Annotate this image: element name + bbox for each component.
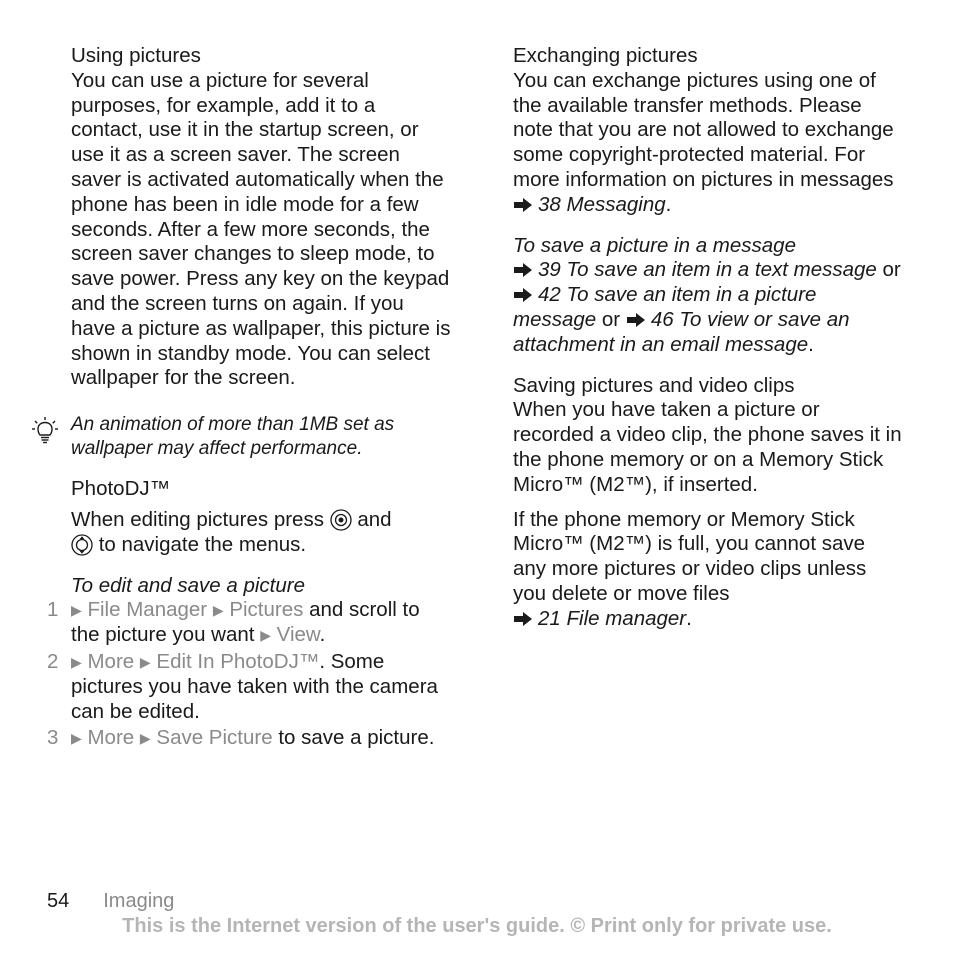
photodj-post: to navigate the menus. bbox=[98, 532, 307, 556]
memory-full-body: If the phone memory or Memory Stick Micro™ (M2™) is full, you cannot save any more pictures or video clips unless you delete or move files bbox=[513, 507, 867, 605]
step-item bbox=[47, 726, 451, 751]
edit-steps-list bbox=[47, 598, 451, 751]
menu-arrow-icon: ▶ bbox=[71, 730, 82, 747]
photodj-and: and bbox=[357, 507, 392, 531]
photodj-heading: PhotoDJ™ bbox=[71, 477, 171, 501]
menu-more[interactable]: More bbox=[87, 726, 135, 750]
step-end: to save a picture. bbox=[278, 726, 435, 750]
arrow-right-icon bbox=[513, 198, 533, 212]
left-column bbox=[47, 44, 451, 753]
step-number: 3 bbox=[47, 726, 59, 750]
using-pictures-text: You can use a picture for several purposes, for example, add it to a contact, use it in the startup screen, or use it as a screen saver. The screen saver is activated automatically when the phone has been in idle mode for a few seconds. After a few more seconds, the screen saver changes to sleep mode, to save power. Press any key on the keypad and the screen turns on again. If you have a picture as wallpaper, this picture is shown in standby mode. You can select wallpaper for the screen. bbox=[71, 68, 451, 390]
menu-view[interactable]: View bbox=[276, 623, 320, 647]
menu-edit-in-photodj[interactable]: Edit In PhotoDJ™ bbox=[156, 649, 320, 673]
ref-view-email-attachment[interactable]: 46 To view or save an attachment in an email message bbox=[513, 307, 850, 356]
step-number: 2 bbox=[47, 649, 59, 673]
exchanging-pictures-heading: Exchanging pictures bbox=[513, 44, 698, 67]
menu-arrow-icon: ▶ bbox=[139, 730, 151, 747]
right-column bbox=[513, 44, 903, 632]
save-in-message-heading: To save a picture in a message bbox=[513, 233, 796, 257]
menu-arrow-icon: ▶ bbox=[260, 627, 271, 644]
ref-save-picture-message[interactable]: 42 To save an item in a picture message bbox=[513, 283, 817, 331]
or-text: or bbox=[601, 307, 621, 331]
save-in-message-refs: 39 To save an item in a text message or 42 To save an item in a picture message or 46 To view or save an attachment in an email message. bbox=[513, 258, 901, 356]
photodj-text bbox=[71, 508, 451, 558]
page-number: 54 bbox=[47, 890, 70, 912]
lightbulb-icon bbox=[31, 416, 59, 444]
internet-version-notice: This is the Internet version of the user's guide. © Print only for private use. bbox=[122, 915, 832, 937]
section-name: Imaging bbox=[103, 890, 175, 912]
menu-arrow-icon: ▶ bbox=[71, 653, 82, 670]
menu-arrow-icon: ▶ bbox=[139, 653, 151, 670]
step-item bbox=[47, 598, 451, 648]
step-end: . Some pictures you have taken with the camera can be edited. bbox=[71, 649, 438, 723]
menu-arrow-icon: ▶ bbox=[71, 602, 82, 619]
arrow-right-icon bbox=[513, 612, 533, 626]
saving-pictures-heading: Saving pictures and video clips bbox=[513, 373, 795, 397]
step-text: and scroll to the picture you want bbox=[71, 598, 420, 647]
nav-key-icon bbox=[71, 534, 93, 556]
tip-text: An animation of more than 1MB set as wallpaper may affect performance. bbox=[71, 414, 395, 460]
memory-full-text: If the phone memory or Memory Stick Micro™ (M2™) is full, you cannot save any more pictures or video clips unless you delete or move files 21 File manager. bbox=[513, 507, 867, 630]
menu-more[interactable]: More bbox=[87, 649, 135, 673]
nav-center-key-icon bbox=[330, 509, 352, 531]
tip-note bbox=[71, 413, 451, 461]
ref-save-text-message[interactable]: 39 To save an item in a text message bbox=[538, 258, 877, 282]
or-text: or bbox=[882, 258, 901, 282]
page-footer bbox=[47, 890, 174, 913]
menu-pictures[interactable]: Pictures bbox=[229, 598, 304, 622]
arrow-right-icon bbox=[513, 288, 533, 302]
ref-file-manager[interactable]: 21 File manager bbox=[538, 606, 687, 630]
menu-arrow-icon: ▶ bbox=[212, 602, 224, 619]
using-pictures-heading: Using pictures bbox=[71, 44, 201, 67]
saving-pictures-text: When you have taken a picture or recorded a video clip, the phone saves it in the phone memory or on a Memory Stick Micro™ (M2™), if inserted. bbox=[513, 398, 902, 496]
menu-save-picture[interactable]: Save Picture bbox=[156, 726, 273, 750]
arrow-right-icon bbox=[513, 263, 533, 277]
step-end: . bbox=[319, 623, 326, 647]
photodj-pre: When editing pictures press bbox=[71, 507, 324, 531]
menu-file-manager[interactable]: File Manager bbox=[87, 598, 208, 622]
step-item bbox=[47, 649, 451, 724]
step-number: 1 bbox=[47, 598, 59, 622]
arrow-right-icon bbox=[626, 313, 646, 327]
edit-save-heading: To edit and save a picture bbox=[71, 573, 306, 597]
exchanging-text: You can exchange pictures using one of the available transfer methods. Please note that you are not allowed to exchange some copyright-protected material. For more information on pictures in messages bbox=[513, 68, 894, 191]
exchanging-pictures-text: You can exchange pictures using one of the available transfer methods. Please note that you are not allowed to exchange some copyright-protected material. For more information on pictures in messages 38 Messaging. bbox=[513, 68, 894, 216]
ref-messaging[interactable]: 38 Messaging bbox=[538, 192, 666, 216]
